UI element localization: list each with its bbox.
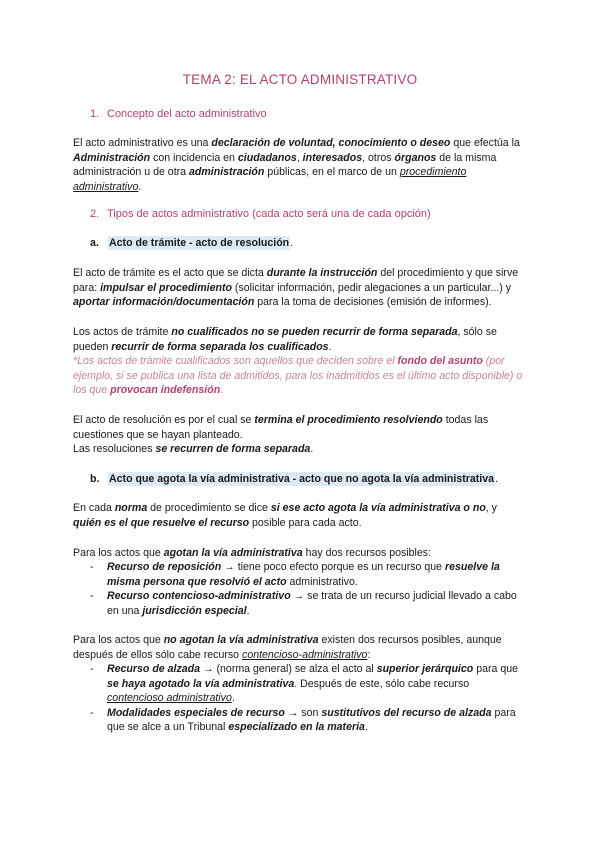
tramite-recurso-paragraph: Los actos de trámite no cualificados no se pueden recurrir de forma separada, sólo se pueden recurrir de forma separada los cualificados. <box>73 326 497 353</box>
concept-paragraph: El acto administrativo es una declaración de voluntad, conocimiento o deseo que efectúa la Administración con incidencia en ciudadanos, interesados, otros órganos de la misma administración u de otra administración públicas, en el marco de un procedimiento administrativo. <box>73 137 520 193</box>
subsection-b-title: Acto que agota la vía administrativa - acto que no agota la vía administrativa <box>109 473 495 485</box>
list-item: - Recurso de reposición → tiene poco efecto porque es un recurso que resuelve la misma persona que resolvió el acto administrativo. <box>90 560 520 589</box>
section-2-title: Tipos de actos administrativo (cada acto será una de cada opción) <box>107 208 431 220</box>
no-agotan-paragraph: Para los actos que no agotan la vía administrativa existen dos recursos posibles, aunque después de ellos sólo cabe recurso contencioso-administrativo: <box>73 634 502 661</box>
document-title: TEMA 2: EL ACTO ADMINISTRATIVO <box>182 72 418 87</box>
subsection-b-label: b. <box>90 473 100 485</box>
section-1-number: 1. <box>90 108 100 120</box>
section-1-heading <box>90 108 267 120</box>
section-2-heading <box>90 208 431 220</box>
agotan-paragraph: Para los actos que agotan la vía administrativa hay dos recursos posibles: <box>73 547 432 559</box>
list-item: - Recurso de alzada → (norma general) se alza el acto al superior jerárquico para que se haya agotado la vía administrativa. Después de este, sólo cabe recurso contencioso administrativo. <box>90 662 520 706</box>
subsection-a-title: Acto de trámite - acto de resolución <box>109 237 290 249</box>
norma-paragraph: En cada norma de procedimiento se dice si ese acto agota la vía administrativa o no, y quién es el que resuelve el recurso posible para cada acto. <box>73 502 497 529</box>
resoluciones-paragraph: Las resoluciones se recurren de forma separada. <box>73 443 314 455</box>
tramite-note: *Los actos de trámite cualificados son aquellos que deciden sobre el fondo del asunto (por ejemplo, si se publica una lista de admitidos, para los inadmitidos es el último acto disponible) o los que provocan indefensión. <box>73 355 523 397</box>
subsection-a-label: a. <box>90 237 99 249</box>
subsection-b-heading: b. Acto que agota la vía administrativa - acto que no agota la vía administrativa. <box>90 473 498 485</box>
agotan-list <box>90 560 520 618</box>
list-item: - Modalidades especiales de recurso → son sustitutivos del recurso de alzada para que se alce a un Tribunal especializado en la materia. <box>90 706 520 735</box>
list-item: - Recurso contencioso-administrativo → se trata de un recurso judicial llevado a cabo en una jurisdicción especial. <box>90 589 520 618</box>
subsection-a-heading: a. Acto de trámite - acto de resolución. <box>90 237 294 249</box>
section-2-number: 2. <box>90 208 100 220</box>
tramite-paragraph: El acto de trámite es el acto que se dicta durante la instrucción del procedimiento y que sirve para: impulsar el procedimiento (solicitar información, pedir alegaciones a un particular...) y aportar información/documentación para la toma de decisiones (emisión de informes). <box>73 267 519 309</box>
resolucion-paragraph: El acto de resolución es por el cual se termina el procedimiento resolviendo todas las cuestiones que se hayan planteado. <box>73 414 489 441</box>
no-agotan-list <box>90 662 520 735</box>
section-1-title: Concepto del acto administrativo <box>107 108 267 120</box>
